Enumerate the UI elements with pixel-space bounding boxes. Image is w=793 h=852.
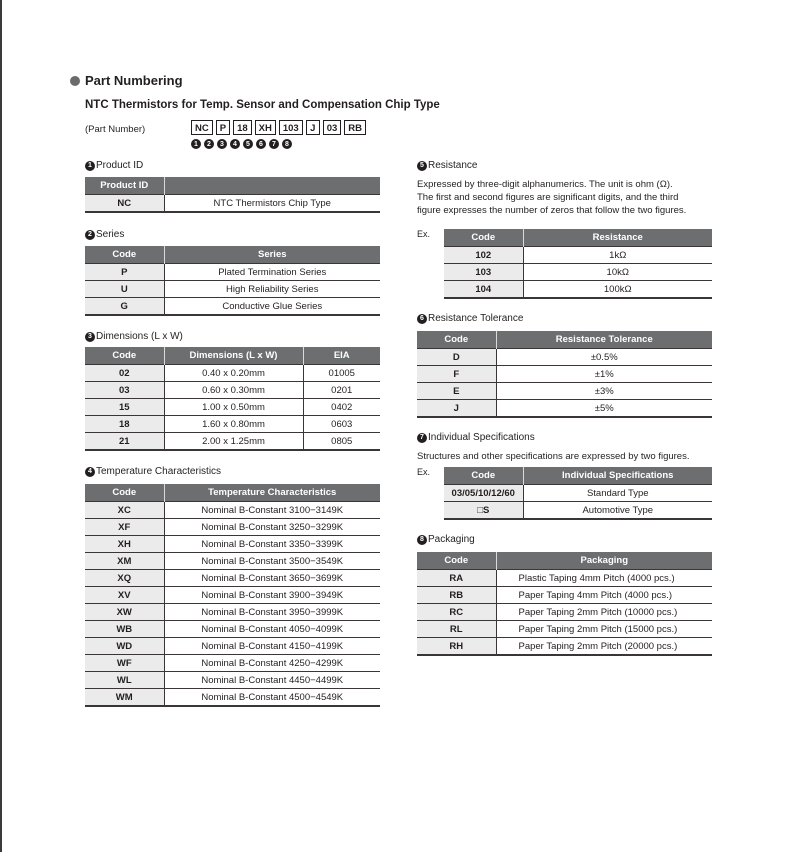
dimensions-heading-text: Dimensions (L x W) [96,331,183,342]
code-cell: WD [85,638,164,655]
part-number-segment: 103 [279,120,303,135]
product-id-heading [85,160,143,171]
number-8-icon: 8 [282,139,292,149]
number-4-icon: 4 [85,467,95,477]
value-cell: Nominal B-Constant 3900−3949K [164,587,380,604]
value-cell: Standard Type [523,485,712,502]
table-row [85,621,380,638]
value-cell: Nominal B-Constant 4450−4499K [164,672,380,689]
table-row [85,587,380,604]
table-row [85,519,380,536]
code-cell: NC [85,195,164,213]
dimensions-table [85,347,380,451]
column-header: Resistance Tolerance [496,331,712,349]
table-header-row [85,484,380,502]
value-cell: 0.40 x 0.20mm [164,365,303,382]
value-cell: Nominal B-Constant 4050−4099K [164,621,380,638]
value-cell: Plated Termination Series [164,264,380,281]
series-heading-text: Series [96,229,125,240]
series-heading [85,229,124,240]
tolerance-heading-text: Resistance Tolerance [428,313,524,324]
table-row [417,349,712,366]
column-header: Packaging [496,552,712,570]
value-cell: ±5% [496,400,712,418]
value-cell: Conductive Glue Series [164,298,380,316]
code-cell: 103 [444,264,523,281]
code-cell: RH [417,638,496,656]
code-cell: WF [85,655,164,672]
column-header: Code [85,347,164,365]
part-number-index-slot [269,139,279,149]
packaging-heading-text: Packaging [428,534,475,545]
table-header-row [444,467,712,485]
table-row [85,399,380,416]
value-cell: Nominal B-Constant 4500−4549K [164,689,380,707]
table-row [417,587,712,604]
number-8-icon: 8 [417,535,427,545]
value-cell: 0603 [303,416,380,433]
product-id-heading-text: Product ID [96,160,144,171]
value-cell: NTC Thermistors Chip Type [164,195,380,213]
product-subtitle: NTC Thermistors for Temp. Sensor and Compensation Chip Type [85,99,440,111]
table-row [85,553,380,570]
column-header: Product ID [85,177,164,195]
table-row [417,366,712,383]
part-number-segment: 03 [323,120,342,135]
value-cell: 100kΩ [523,281,712,299]
part-number-index-slot [204,139,214,149]
number-1-icon: 1 [85,161,95,171]
table-row [444,264,712,281]
resistance-heading-text: Resistance [428,160,478,171]
column-header: Individual Specifications [523,467,712,485]
number-2-icon: 2 [85,230,95,240]
table-row [444,502,712,520]
part-number-segment: J [306,120,320,135]
value-cell: 0.60 x 0.30mm [164,382,303,399]
number-7-icon: 7 [417,433,427,443]
number-3-icon: 3 [85,332,95,342]
part-number-boxes [191,120,366,135]
temperature-table [85,484,380,707]
column-header: Code [417,331,496,349]
table-row [85,536,380,553]
value-cell: Nominal B-Constant 3950−3999K [164,604,380,621]
column-header: Code [85,484,164,502]
value-cell: Nominal B-Constant 3650−3699K [164,570,380,587]
number-5-icon: 5 [417,161,427,171]
value-cell: 10kΩ [523,264,712,281]
value-cell: 2.00 x 1.25mm [164,433,303,451]
code-cell: XF [85,519,164,536]
column-header: Dimensions (L x W) [164,347,303,365]
table-row [85,570,380,587]
part-number-segment: NC [191,120,213,135]
code-cell: 18 [85,416,164,433]
packaging-table [417,552,712,656]
tolerance-heading [417,313,523,324]
tolerance-table [417,331,712,418]
code-cell: XM [85,553,164,570]
code-cell: D [417,349,496,366]
part-number-indices [191,139,292,149]
value-cell: Paper Taping 2mm Pitch (20000 pcs.) [496,638,712,656]
table-row [85,604,380,621]
number-2-icon: 2 [204,139,214,149]
table-row [417,604,712,621]
individual-spec-table [444,467,712,520]
table-row [417,638,712,656]
value-cell: 01005 [303,365,380,382]
column-header [164,177,380,195]
table-row [444,247,712,264]
dimensions-heading [85,331,183,342]
table-row [85,365,380,382]
column-header: EIA [303,347,380,365]
code-cell: U [85,281,164,298]
code-cell: RB [417,587,496,604]
code-cell: 03/05/10/12/60 [444,485,523,502]
product-id-table [85,177,380,213]
value-cell: Nominal B-Constant 3250−3299K [164,519,380,536]
table-row [85,195,380,213]
value-cell: Nominal B-Constant 3350−3399K [164,536,380,553]
temperature-heading-text: Temperature Characteristics [96,466,222,477]
column-header: Code [417,552,496,570]
table-row [85,298,380,316]
column-header: Code [444,467,523,485]
column-header: Resistance [523,229,712,247]
code-cell: RA [417,570,496,587]
value-cell: Automotive Type [523,502,712,520]
value-cell: Nominal B-Constant 4250−4299K [164,655,380,672]
code-cell: WB [85,621,164,638]
individual-spec-heading [417,432,535,443]
value-cell: Paper Taping 2mm Pitch (15000 pcs.) [496,621,712,638]
table-header-row [85,347,380,365]
table-header-row [85,246,380,264]
table-header-row [444,229,712,247]
part-number-index-slot [243,139,253,149]
code-cell: XV [85,587,164,604]
part-number-segment: P [216,120,230,135]
section-title [70,73,183,88]
packaging-heading [417,534,475,545]
number-4-icon: 4 [230,139,240,149]
individual-spec-ex-label: Ex. [417,467,431,477]
code-cell: RC [417,604,496,621]
table-row [85,638,380,655]
value-cell: Nominal B-Constant 3100−3149K [164,502,380,519]
code-cell: 02 [85,365,164,382]
value-cell: 0402 [303,399,380,416]
value-cell: Paper Taping 4mm Pitch (4000 pcs.) [496,587,712,604]
value-cell: 1.00 x 0.50mm [164,399,303,416]
table-row [85,689,380,707]
table-row [417,621,712,638]
table-row [85,502,380,519]
table-row [85,672,380,689]
table-row [85,655,380,672]
column-header: Temperature Characteristics [164,484,380,502]
value-cell: High Reliability Series [164,281,380,298]
code-cell: G [85,298,164,316]
table-row [417,570,712,587]
resistance-description [417,178,717,217]
number-3-icon: 3 [217,139,227,149]
value-cell: ±3% [496,383,712,400]
table-row [85,433,380,451]
column-header: Series [164,246,380,264]
value-cell: Plastic Taping 4mm Pitch (4000 pcs.) [496,570,712,587]
number-5-icon: 5 [243,139,253,149]
code-cell: RL [417,621,496,638]
code-cell: □S [444,502,523,520]
value-cell: ±1% [496,366,712,383]
table-row [417,400,712,418]
resistance-description-line: figure expresses the number of zeros that follow the two figures. [417,205,687,216]
resistance-table [444,229,712,299]
number-6-icon: 6 [417,314,427,324]
part-number-segment: 18 [233,120,252,135]
part-number-index-slot [282,139,292,149]
resistance-description-line: Expressed by three-digit alphanumerics. The unit is ohm (Ω). [417,179,673,190]
code-cell: XQ [85,570,164,587]
bullet-icon [70,76,80,86]
table-row [417,383,712,400]
part-number-index-slot [256,139,266,149]
number-7-icon: 7 [269,139,279,149]
column-header: Code [85,246,164,264]
code-cell: E [417,383,496,400]
temperature-heading [85,466,221,477]
code-cell: 03 [85,382,164,399]
resistance-heading [417,160,477,171]
value-cell: Paper Taping 2mm Pitch (10000 pcs.) [496,604,712,621]
value-cell: Nominal B-Constant 3500−3549K [164,553,380,570]
table-header-row [85,177,380,195]
code-cell: WL [85,672,164,689]
code-cell: F [417,366,496,383]
value-cell: 1.60 x 0.80mm [164,416,303,433]
value-cell: 0805 [303,433,380,451]
part-number-segment: RB [344,120,366,135]
individual-spec-heading-text: Individual Specifications [428,432,535,443]
value-cell: 1kΩ [523,247,712,264]
code-cell: J [417,400,496,418]
individual-spec-description: Structures and other specifications are expressed by two figures. [417,451,690,462]
code-cell: XH [85,536,164,553]
table-header-row [417,331,712,349]
column-header: Code [444,229,523,247]
code-cell: 21 [85,433,164,451]
code-cell: 15 [85,399,164,416]
table-row [85,281,380,298]
table-row [444,485,712,502]
table-row [444,281,712,299]
code-cell: XW [85,604,164,621]
section-title-text: Part Numbering [85,73,183,88]
value-cell: Nominal B-Constant 4150−4199K [164,638,380,655]
code-cell: 102 [444,247,523,264]
code-cell: XC [85,502,164,519]
number-1-icon: 1 [191,139,201,149]
part-number-label: (Part Number) [85,124,146,135]
table-row [85,382,380,399]
number-6-icon: 6 [256,139,266,149]
resistance-ex-label: Ex. [417,229,431,239]
series-table [85,246,380,316]
part-number-index-slot [230,139,240,149]
part-number-index-slot [217,139,227,149]
code-cell: 104 [444,281,523,299]
table-row [85,264,380,281]
page-left-border [0,0,2,852]
table-header-row [417,552,712,570]
table-row [85,416,380,433]
code-cell: WM [85,689,164,707]
part-number-segment: XH [255,120,276,135]
code-cell: P [85,264,164,281]
part-number-index-slot [191,139,201,149]
value-cell: ±0.5% [496,349,712,366]
resistance-description-line: The first and second figures are significant digits, and the third [417,192,679,203]
value-cell: 0201 [303,382,380,399]
